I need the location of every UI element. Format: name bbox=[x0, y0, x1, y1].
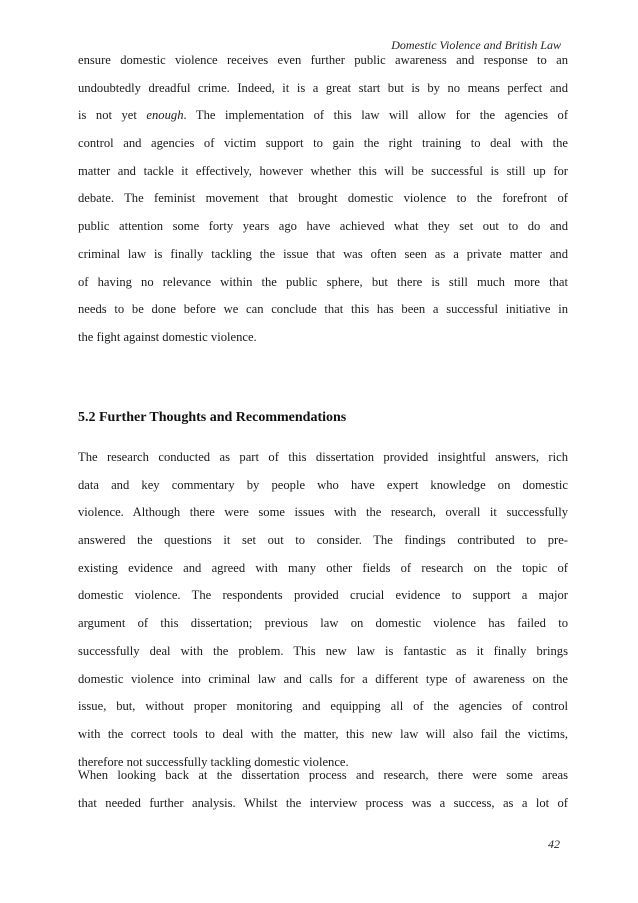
paragraph-line: successfully deal with the problem. This new law is fantastic as it finally brings bbox=[78, 643, 568, 658]
page-number: 42 bbox=[548, 837, 560, 851]
paragraph-line: argument of this dissertation; previous law on domestic violence has failed to bbox=[78, 616, 568, 631]
paragraph-line: violence. Although there were some issues with the research, overall it successfully bbox=[78, 505, 568, 520]
line-text: is not yet bbox=[78, 108, 147, 123]
paragraph-line: of having no relevance within the public sphere, but there is still much more that bbox=[78, 274, 568, 289]
paragraph-line: criminal law is finally tackling the issue that was often seen as a private matter and bbox=[78, 246, 568, 261]
body-paragraph-2 bbox=[78, 444, 568, 776]
paragraph-line: answered the questions it set out to consider. The findings contributed to pre- bbox=[78, 533, 568, 548]
emphasized-word: enough bbox=[146, 108, 184, 123]
paragraph-line: domestic violence. The respondents provided crucial evidence to support a major bbox=[78, 588, 568, 603]
paragraph-line: needs to be done before we can conclude that this has been a successful initiative in bbox=[78, 302, 568, 317]
paragraph-line: therefore not successfully tackling domestic violence. bbox=[78, 754, 349, 769]
paragraph-line: control and agencies of victim support to gain the right training to deal with the bbox=[78, 136, 568, 151]
section-heading: 5.2 Further Thoughts and Recommendations bbox=[78, 410, 347, 425]
paragraph-line: debate. The feminist movement that brought domestic violence to the forefront of bbox=[78, 191, 568, 206]
paragraph-line: The research conducted as part of this dissertation provided insightful answers, rich bbox=[78, 450, 568, 464]
running-header: Domestic Violence and British Law bbox=[391, 38, 561, 52]
paragraph-line: with the correct tools to deal with the matter, this new law will also fail the victims, bbox=[78, 726, 568, 741]
paragraph-line: issue, but, without proper monitoring and equipping all of the agencies of control bbox=[78, 699, 568, 714]
paragraph-line: the fight against domestic violence. bbox=[78, 329, 257, 344]
paragraph-line: When looking back at the dissertation process and research, there were some areas bbox=[78, 768, 568, 782]
paragraph-line: public attention some forty years ago have achieved what they set out to do and bbox=[78, 219, 568, 234]
paragraph-line: existing evidence and agreed with many other fields of research on the topic of bbox=[78, 560, 568, 575]
body-paragraph-3 bbox=[78, 762, 568, 817]
paragraph-line: domestic violence into criminal law and calls for a different type of awareness on the bbox=[78, 671, 568, 686]
paragraph-line: data and key commentary by people who have expert knowledge on domestic bbox=[78, 477, 568, 492]
paragraph-line: ensure domestic violence receives even further public awareness and response to an bbox=[78, 53, 568, 67]
line-text: . The implementation of this law will allow for the agencies of bbox=[183, 108, 568, 123]
body-paragraph-1 bbox=[78, 47, 568, 352]
paragraph-line: undoubtedly dreadful crime. Indeed, it is a great start but is by no means perfect and bbox=[78, 80, 568, 95]
paragraph-line: matter and tackle it effectively, however whether this will be successful is still up for bbox=[78, 163, 568, 178]
paragraph-line: that needed further analysis. Whilst the interview process was a success, as a lot of bbox=[78, 795, 568, 810]
paragraph-line bbox=[78, 102, 568, 130]
